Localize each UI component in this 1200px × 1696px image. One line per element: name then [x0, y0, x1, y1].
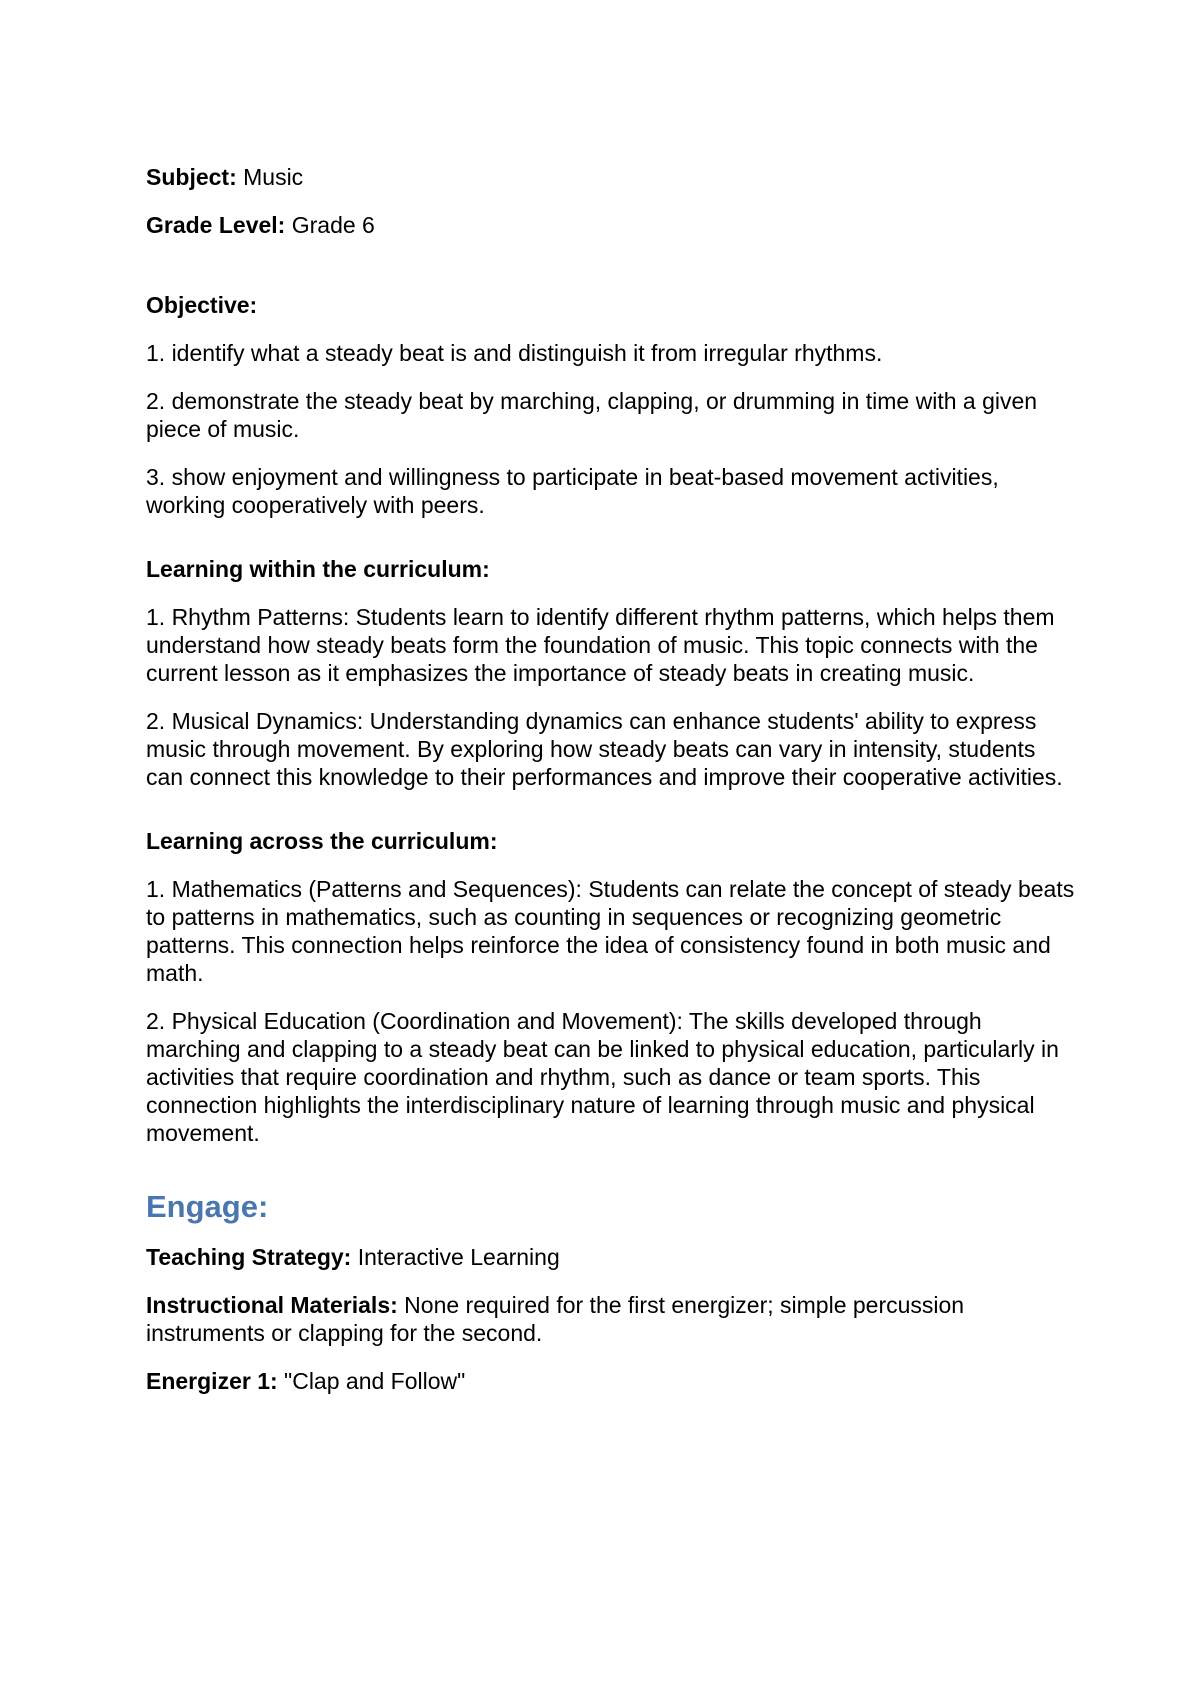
teaching-strategy-label: Teaching Strategy: — [146, 1244, 352, 1270]
grade-level-line — [146, 211, 1076, 239]
objective-item: 2. demonstrate the steady beat by marching, clapping, or drumming in time with a given piece of music. — [146, 388, 1038, 442]
learning-across-heading: Learning across the curriculum: — [146, 828, 498, 854]
objective-section — [146, 291, 1076, 519]
learning-across-item: 1. Mathematics (Patterns and Sequences): Students can relate the concept of steady beats to patterns in mathematics, such as counting in sequences or recognizing geometric patterns. This connection helps reinforce the idea of consistency found in both music and math. — [146, 876, 1075, 986]
objective-item: 3. show enjoyment and willingness to participate in beat-based movement activities, working cooperatively with peers. — [146, 464, 999, 518]
learning-across-item: 2. Physical Education (Coordination and Movement): The skills developed through marching and clapping to a steady beat can be linked to physical education, particularly in activities that require coordination and rhythm, such as dance or team sports. This connection highlights the interdisciplinary nature of learning through music and physical movement. — [146, 1008, 1059, 1146]
energizer-line — [146, 1367, 1076, 1395]
subject-value: Music — [243, 164, 304, 190]
learning-across-section — [146, 827, 1076, 1147]
learning-within-heading: Learning within the curriculum: — [146, 556, 490, 582]
engage-heading: Engage: — [146, 1189, 269, 1224]
energizer-label: Energizer 1: — [146, 1368, 278, 1394]
instructional-materials-line — [146, 1291, 1076, 1347]
instructional-materials-label: Instructional Materials: — [146, 1292, 398, 1318]
engage-section — [146, 1189, 1076, 1395]
teaching-strategy-line — [146, 1243, 1076, 1271]
subject-line — [146, 163, 1076, 191]
grade-level-value: Grade 6 — [291, 212, 375, 238]
learning-within-section — [146, 555, 1076, 791]
instructional-materials-value: None required for the first energizer; simple percussion instruments or clapping for the second. — [146, 1292, 965, 1346]
energizer-value: "Clap and Follow" — [284, 1368, 466, 1394]
learning-within-item: 2. Musical Dynamics: Understanding dynamics can enhance students' ability to express music through movement. By exploring how steady beats can vary in intensity, students can connect this knowledge to their performances and improve their cooperative activities. — [146, 708, 1063, 790]
subject-label: Subject: — [146, 164, 237, 190]
objective-heading: Objective: — [146, 292, 258, 318]
learning-within-item: 1. Rhythm Patterns: Students learn to identify different rhythm patterns, which helps them understand how steady beats form the foundation of music. This topic connects with the current lesson as it emphasizes the importance of steady beats in creating music. — [146, 604, 1055, 686]
teaching-strategy-value: Interactive Learning — [357, 1244, 560, 1270]
grade-level-label: Grade Level: — [146, 212, 286, 238]
document-body — [146, 163, 1076, 1415]
objective-item: 1. identify what a steady beat is and distinguish it from irregular rhythms. — [146, 340, 883, 366]
